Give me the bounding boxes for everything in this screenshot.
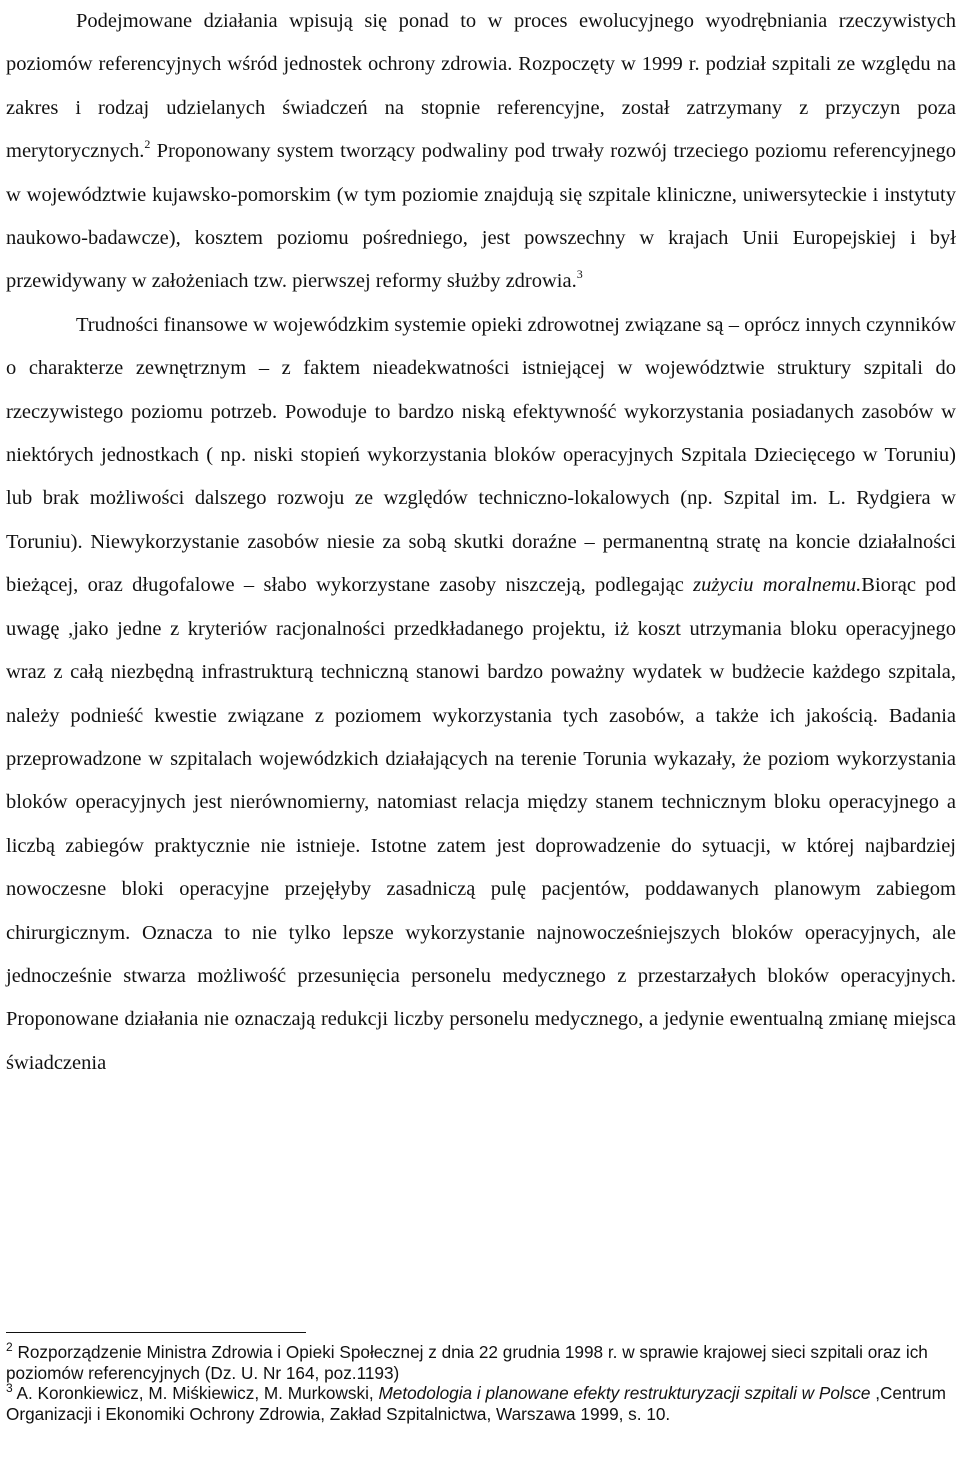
italic-text: zużyciu moralnemu.: [693, 574, 862, 597]
text-run: A. Koronkiewicz, M. Miśkiewicz, M. Murkowski,: [12, 1383, 379, 1404]
italic-text: Metodologia i planowane efekty restrukturyzacji szpitali w Polsce: [378, 1383, 871, 1404]
footnote-reference: 3: [576, 267, 583, 282]
text-run: Biorąc pod uwagę ,jako jedne z kryteriów racjonalności przedkładanego projektu, iż koszt utrzymania bloku operacyjnego wraz z całą niezbędną infrastrukturą techniczną stanowi bardzo poważny wydatek w budżecie każdego szpitala, należy podnieść kwestie związane z poziomem wykorzystania tych zasobów, a także ich jakością. Badania przeprowadzone w szpitalach wojewódzkich działających na terenie Torunia wykazały, że poziom wykorzystania bloków operacyjnych jest nierównomierny, natomiast relacja między stanem technicznym bloku operacyjnego a liczbą zabiegów praktycznie nie istnieje. Istotne zatem jest doprowadzenie do sytuacji, w której najbardziej nowoczesne bloki operacyjne przejęłyby zasadniczą pulę pacjentów, poddawanych planowym zabiegom chirurgicznym. Oznacza to nie tylko lepsze wykorzystanie najnowocześniejszych bloków operacyjnych, ale jednocześnie stwarza możliwość przesunięcia personelu medycznego z przestarzałych bloków operacyjnych. Proponowane działania nie oznaczają redukcji liczby personelu medycznego, a jedynie ewentualną zmianę miejsca świadczenia: [6, 574, 956, 1074]
text-run: Rozporządzenie Ministra Zdrowia i Opieki Społecznej z dnia 22 grudnia 1998 r. w sprawie krajowej sieci szpitali oraz ich poziomów referencyjnych (Dz. U. Nr 164, poz.1193): [6, 1342, 928, 1383]
footnote: [6, 1342, 950, 1383]
document-page: [6, 0, 956, 1085]
text-run: Trudności finansowe w wojewódzkim systemie opieki zdrowotnej związane są – oprócz innych czynników o charakterze zewnętrznym – z faktem nieadekwatności istniejącej w województwie struktury szpitali do rzeczywistego poziomu potrzeb. Powoduje to bardzo niską efektywność wykorzystania posiadanych zasobów w niektórych jednostkach ( np. niski stopień wykorzystania bloków operacyjnych Szpitala Dziecięcego w Toruniu) lub brak możliwości dalszego rozwoju ze względów techniczno-lokalowych (np. Szpital im. L. Rydgiera w Toruniu). Niewykorzystanie zasobów niesie za sobą skutki doraźne – permanentną stratę na koncie działalności bieżącej, oraz długofalowe – słabo wykorzystane zasoby niszczeją, podlegając: [6, 313, 956, 597]
text-run: Podejmowane działania wpisują się ponad to w proces ewolucyjnego wyodrębniania rzeczywistych poziomów referencyjnych wśród jednostek ochrony zdrowia. Rozpoczęty w 1999 r. podział szpitali ze względu na zakres i rodzaj udzielanych świadczeń na stopnie referencyjne, został zatrzymany z przyczyn poza merytorycznych.: [6, 10, 956, 163]
document-body: [6, 0, 956, 1085]
footnote-number: 3: [6, 1381, 13, 1396]
footnotes: [6, 1342, 950, 1424]
footnote: [6, 1383, 950, 1424]
text-run: ,Centrum Organizacji i Ekonomiki Ochrony Zdrowia, Zakład Szpitalnictwa, Warszawa 1999, s. 10.: [6, 1383, 946, 1424]
paragraph: [6, 0, 956, 304]
text-run: Proponowany system tworzący podwaliny pod trwały rozwój trzeciego poziomu referencyjnego w województwie kujawsko-pomorskim (w tym poziomie znajdują się szpitale kliniczne, uniwersyteckie i instytuty naukowo-badawcze), kosztem poziomu pośredniego, jest powszechny w krajach Unii Europejskiej i był przewidywany w założeniach tzw. pierwszej reformy służby zdrowia.: [6, 140, 956, 293]
footnote-separator: [6, 1332, 306, 1333]
footnote-reference: 2: [144, 137, 151, 152]
footnote-number: 2: [6, 1340, 13, 1354]
paragraph: [6, 304, 956, 1085]
